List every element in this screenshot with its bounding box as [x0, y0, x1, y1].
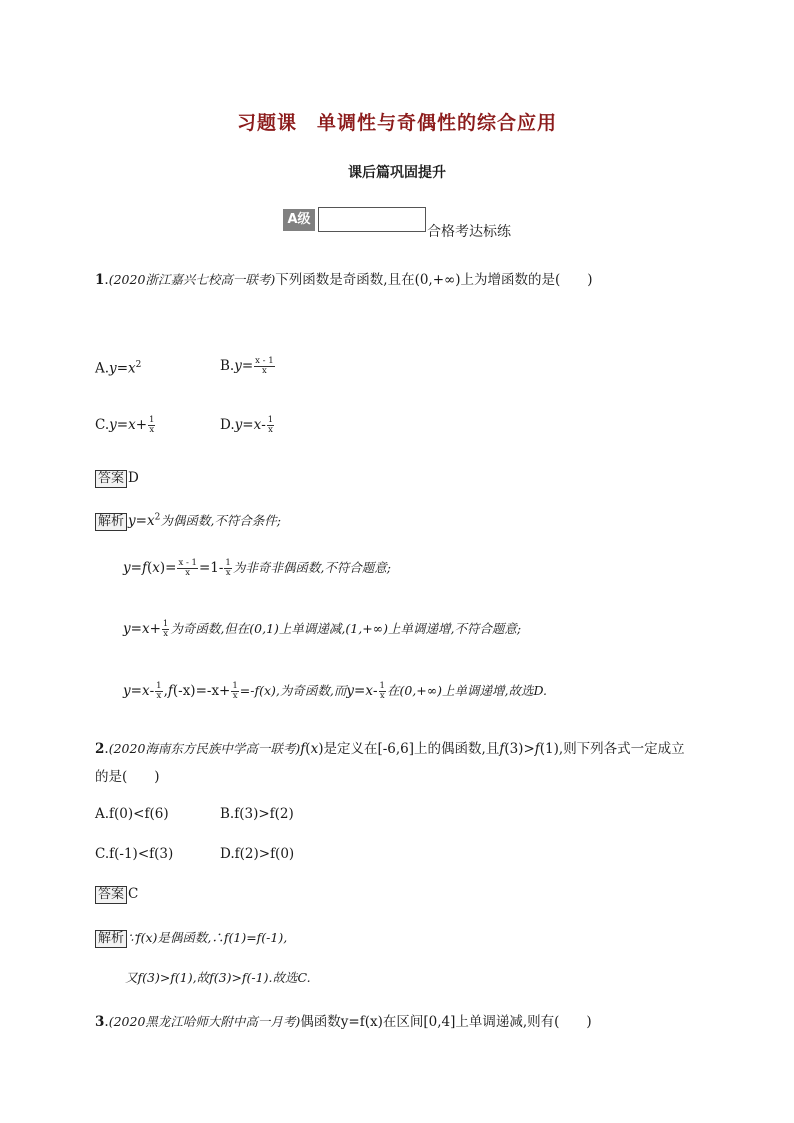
option-d: D.f(2)>f(0) [220, 846, 295, 862]
level-blank-box [318, 207, 426, 232]
question-text: 偶函数y=f(x)在区间[0,4]上单调递减,则有( ) [300, 1014, 592, 1030]
question-2-stem-cont: 的是( ) [95, 769, 160, 785]
analysis-tag: 解析 [95, 930, 127, 948]
analysis-1-line-4: y=x- $\frac{1}{x}$ ,f(-x)=-x+ $\frac{1}{x}$ =-f(x),为奇函数,而y=x- $\frac{1}{x}$ 在(0,+∞)上单调递增,故选D. [123, 681, 548, 701]
question-source: (2020黑龙江哈师大附中高一月考) [108, 1014, 301, 1029]
analysis-2-line-2: 又f(3)>f(1),故f(3)>f(-1).故选C. [125, 970, 311, 985]
page-title: 习题课 单调性与奇偶性的综合应用 [236, 112, 557, 134]
question-number: 3 [95, 1014, 105, 1030]
section-subtitle: 课后篇巩固提升 [348, 165, 446, 181]
question-source: (2020海南东方民族中学高一联考) [108, 741, 301, 756]
question-2-stem: 2.(2020海南东方民族中学高一联考)f(x)是定义在[-6,6]上的偶函数,且f(3)>f(1),则下列各式一定成立 [95, 741, 685, 757]
option-c: C.f(-1)<f(3) [95, 846, 174, 862]
answer-tag: 答案 [95, 470, 127, 488]
level-text: 合格考达标练 [427, 224, 511, 240]
answer-value: D [128, 470, 139, 486]
question-1-stem: 1.(2020浙江嘉兴七校高一联考)下列函数是奇函数,且在(0,+∞)上为增函数的是( ) [95, 272, 593, 288]
question-3-stem: 3.(2020黑龙江哈师大附中高一月考)偶函数y=f(x)在区间[0,4]上单调递减,则有( ) [95, 1014, 592, 1030]
option-c: C.y=x+ $\frac{1}{x}$ [95, 415, 155, 435]
option-a: A.f(0)<f(6) [95, 806, 169, 822]
analysis-1-line-2: y=f(x)= $\frac{x - 1}{x}$ =1- $\frac{1}{x}$ 为非奇非偶函数,不符合题意; [123, 558, 392, 578]
question-number: 1 [95, 272, 105, 288]
answer-value: C [128, 886, 139, 902]
answer-1 [95, 470, 139, 488]
analysis-1-line-3: y=x+ $\frac{1}{x}$ 为奇函数,但在(0,1)上单调递减,(1,+∞)上单调递增,不符合题意; [123, 619, 522, 639]
question-number: 2 [95, 741, 105, 757]
question-source: (2020浙江嘉兴七校高一联考) [108, 272, 276, 287]
analysis-tag: 解析 [95, 513, 127, 531]
analysis-2-line-1: 解析 ∵f(x)是偶函数,∴f(1)=f(-1), [95, 928, 287, 948]
option-d: D.y=x- $\frac{1}{x}$ [220, 415, 274, 435]
analysis-1-line-1: 解析 $y=x^2$为偶函数,不符合条件; [95, 511, 281, 531]
answer-tag: 答案 [95, 886, 127, 904]
answer-2 [95, 886, 138, 904]
option-b: B.f(3)>f(2) [220, 806, 294, 822]
option-a: $A.y=x^2$ [95, 360, 142, 377]
level-badge: A级 [283, 209, 315, 231]
question-text: 下列函数是奇函数,且在(0,+∞)上为增函数的是( ) [275, 272, 593, 288]
option-b: B.y= $\frac{x - 1}{x}$ [220, 356, 274, 376]
